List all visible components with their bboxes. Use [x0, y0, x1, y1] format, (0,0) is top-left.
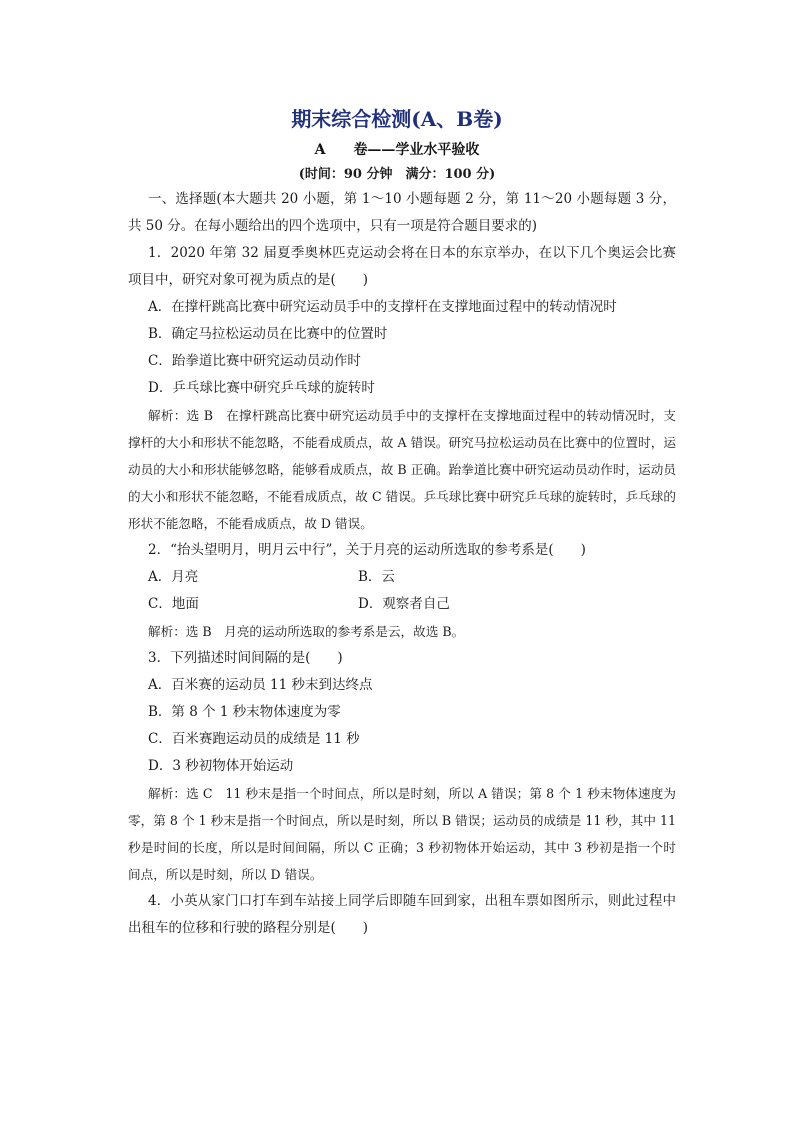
subtitle-label: 卷——学业水平验收	[353, 142, 480, 158]
q4-stem: 4．小英从家门口打车到车站接上同学后即随车回到家，出租车票如图所示，则此过程中出租车的位移和行驶的路程分别是( )	[128, 893, 676, 936]
page-subtitle	[0, 139, 794, 159]
q3-option-a: A．百米赛的运动员 11 秒末到达终点	[148, 677, 373, 693]
q1-option-a: A．在撑杆跳高比赛中研究运动员手中的支撑杆在支撑地面过程中的转动情况时	[148, 299, 617, 315]
content	[128, 186, 676, 942]
q3-option-d: D．3 秒初物体开始运动	[148, 758, 294, 774]
q3-option-b: B．第 8 个 1 秒末物体速度为零	[148, 704, 341, 720]
q2-option-d: D．观察者自己	[358, 596, 450, 612]
q2-explanation: 解析：选 B 月亮的运动所选取的参考系是云，故选 B。	[148, 624, 465, 639]
q2-stem: 2．“抬头望明月，明月云中行”，关于月亮的运动所选取的参考系是( )	[148, 542, 586, 558]
q2-option-a: A．月亮	[148, 569, 199, 585]
page-title: 期末综合检测(A、B卷)	[291, 107, 503, 131]
q3-explanation: 解析：选 C 11 秒末是指一个时间点，所以是时刻，所以 A 错误；第 8 个 1 秒末物体速度为零，第 8 个 1 秒末是指一个时间点，所以是时刻，所以 B 错误；运动员的成绩是 11 秒，其中 11 秒是时间的长度，所以是时间间隔，所以 C 正确；3 秒初物体开始运动，其中 3 秒初是指一个时间点，所以是时刻，所以 D 错误。	[128, 786, 676, 882]
q3-option-c: C．百米赛跑运动员的成绩是 11 秒	[148, 731, 360, 747]
q1-option-c: C．跆拳道比赛中研究运动员动作时	[148, 353, 361, 369]
q2-options-row-1	[128, 564, 676, 591]
subtitle-part: A	[314, 142, 326, 158]
section-heading: 一、选择题(本大题共 20 小题，第 1～10 小题每题 2 分，第 11～20 小题每题 3 分，共 50 分。在每小题给出的四个选项中，只有一项是符合题目要求的)	[128, 191, 676, 234]
time-info: (时间：90 分钟 满分：100 分)	[298, 167, 496, 182]
q2-option-b: B．云	[358, 569, 395, 585]
q2-options-row-2	[128, 591, 676, 618]
q1-stem: 1．2020 年第 32 届夏季奥林匹克运动会将在日本的东京举办，在以下几个奥运会比赛项目中，研究对象可视为质点的是( )	[128, 245, 676, 288]
q2-option-c: C．地面	[148, 596, 199, 612]
q1-option-d: D．乒乓球比赛中研究乒乓球的旋转时	[148, 380, 375, 396]
q1-explanation: 解析：选 B 在撑杆跳高比赛中研究运动员手中的支撑杆在支撑地面过程中的转动情况时，支撑杆的大小和形状不能忽略，不能看成质点，故 A 错误。研究马拉松运动员在比赛中的位置时，运动员的大小和形状能够忽略，能够看成质点，故 B 正确。跆拳道比赛中研究运动员动作时，运动员的大小和形状不能忽略，不能看成质点，故 C 错误。乒乓球比赛中研究乒乓球的旋转时，乒乓球的形状不能忽略，不能看成质点，故 D 错误。	[128, 408, 676, 531]
q3-stem: 3．下列描述时间间隔的是( )	[148, 650, 343, 666]
q1-option-b: B．确定马拉松运动员在比赛中的位置时	[148, 326, 388, 342]
